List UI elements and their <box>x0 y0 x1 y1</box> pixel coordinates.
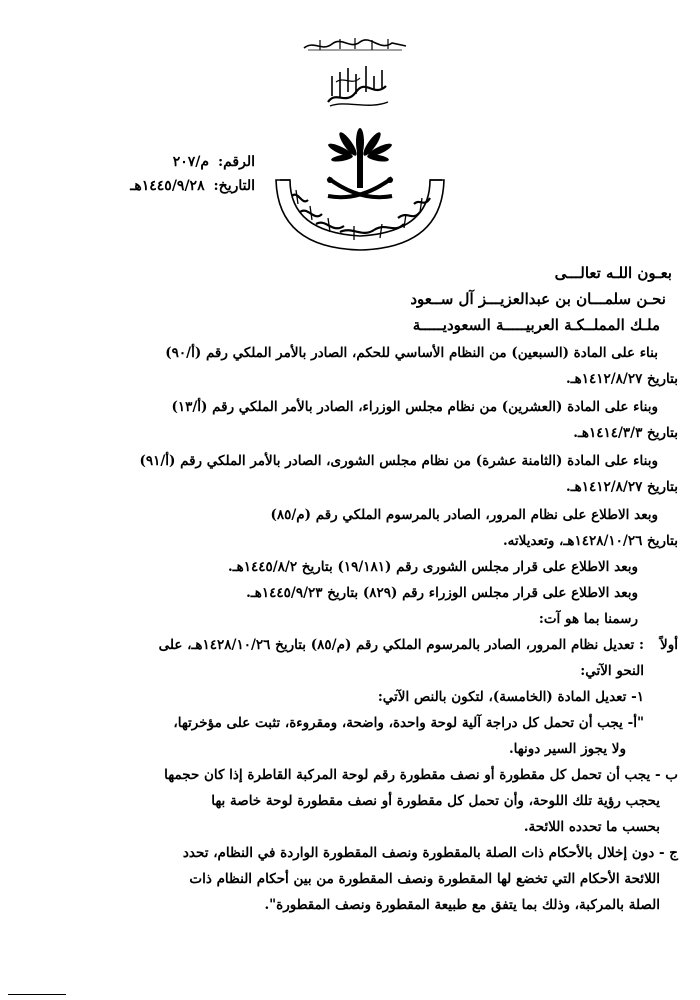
opening-king-name: نحـن سلمـــان بن عبدالعزيـــز آل ســعود <box>410 290 666 308</box>
preamble-council-of-ministers <box>38 394 678 446</box>
preamble-line: وبعد الاطلاع على نظام المرور، الصادر بالمرسوم الملكي رقم (م/٨٥) <box>270 507 658 523</box>
basmala-calligraphy <box>300 34 410 60</box>
review-council-decision: وبعد الاطلاع على قرار مجلس الوزراء رقم (٨٢٩) بتاريخ ١٤٤٥/٩/٢٣هـ. <box>246 585 638 601</box>
date-value: ١٤٤٥/٩/٢٨هـ <box>130 178 205 194</box>
preamble-line: بتاريخ ١٤١٢/٨/٢٧هـ. <box>565 371 678 387</box>
preamble-basic-law <box>38 340 678 392</box>
article-first <box>38 632 678 762</box>
article-first-marker: أولاً <box>660 637 678 653</box>
shahada-calligraphy-icon <box>322 62 392 112</box>
basmala-icon <box>300 34 410 56</box>
clause-b-line: بحسب ما تحدده اللائحة. <box>523 819 660 835</box>
kingdom-emblem <box>270 120 450 264</box>
shahada-seal <box>322 62 392 116</box>
article-first-line: : تعديل نظام المرور، الصادر بالمرسوم الملكي رقم (م/٨٥) بتاريخ ١٤٢٨/١٠/٢٦هـ، على <box>158 637 644 653</box>
preamble-traffic-law <box>38 502 678 554</box>
amendment-heading: ١- تعديل المادة (الخامسة)، لتكون بالنص الآتي: <box>377 689 644 705</box>
clause-b <box>38 762 678 840</box>
decree-body <box>38 260 678 918</box>
reference-number: م/٢٠٧ <box>172 154 210 170</box>
preamble-line: بناء على المادة (السبعين) من النظام الأساسي للحكم، الصادر بالأمر الملكي رقم (أ/٩٠) <box>165 345 658 361</box>
clause-a-line: ولا يجوز السير دونها. <box>508 741 626 757</box>
footnote-divider <box>8 994 66 995</box>
article-first-line: النحو الآتي: <box>580 663 644 679</box>
opening-invocation: بعـون اللـه تعالـــى <box>554 264 672 282</box>
clause-c <box>38 840 678 918</box>
reference-label: الرقم: <box>217 154 255 170</box>
clause-c-line: اللائحة الأحكام التي تخضع لها المقطورة ونصف المقطورة من بين أحكام النظام ذات <box>189 871 660 887</box>
palm-swords-emblem-icon <box>270 120 450 260</box>
preamble-shura-council <box>38 448 678 500</box>
clause-b-line: يحجب رؤية تلك اللوحة، وأن تحمل كل مقطورة أو نصف مقطورة لوحة خاصة بها <box>211 793 660 809</box>
opening-king-title: ملـك المملــكـة العربيـــــة السعوديـــــة <box>412 316 660 334</box>
preamble-line: بتاريخ ١٤١٤/٣/٣هـ. <box>573 425 678 441</box>
article-first-body <box>38 632 644 762</box>
decree-statement: رسمنا بما هو آت: <box>538 611 638 627</box>
preamble-line: بتاريخ ١٤١٢/٨/٢٧هـ. <box>565 479 678 495</box>
date-label: التاريخ: <box>213 178 255 194</box>
preamble-line: وبناء على المادة (الثامنة عشرة) من نظام مجلس الشورى، الصادر بالأمر الملكي رقم (أ/٩١) <box>139 453 658 469</box>
preamble-line: وبناء على المادة (العشرين) من نظام مجلس الوزراء، الصادر بالأمر الملكي رقم (أ/١٣) <box>171 399 658 415</box>
reference-block <box>105 150 255 198</box>
clause-a-line: "أ- يجب أن تحمل كل دراجة آلية لوحة واحدة، واضحة، ومقروءة، تثبت على مؤخرتها، <box>173 715 644 731</box>
clause-c-line: ج - دون إخلال بالأحكام ذات الصلة بالمقطورة ونصف المقطورة الواردة في النظام، تحدد <box>182 845 678 861</box>
reference-number-row <box>105 150 255 174</box>
date-row <box>105 174 255 198</box>
clause-b-line: ب - يجب أن تحمل كل مقطورة أو نصف مقطورة رقم لوحة المركبة القاطرة إذا كان حجمها <box>164 767 678 783</box>
review-shura-decision: وبعد الاطلاع على قرار مجلس الشورى رقم (١٩/١٨١) بتاريخ ١٤٤٥/٨/٢هـ. <box>227 559 638 575</box>
clause-c-line: الصلة بالمركبة، وذلك بما يتفق مع طبيعة المقطورة ونصف المقطورة". <box>264 897 660 913</box>
preamble-line: بتاريخ ١٤٢٨/١٠/٢٦هـ، وتعديلاته. <box>502 533 678 549</box>
